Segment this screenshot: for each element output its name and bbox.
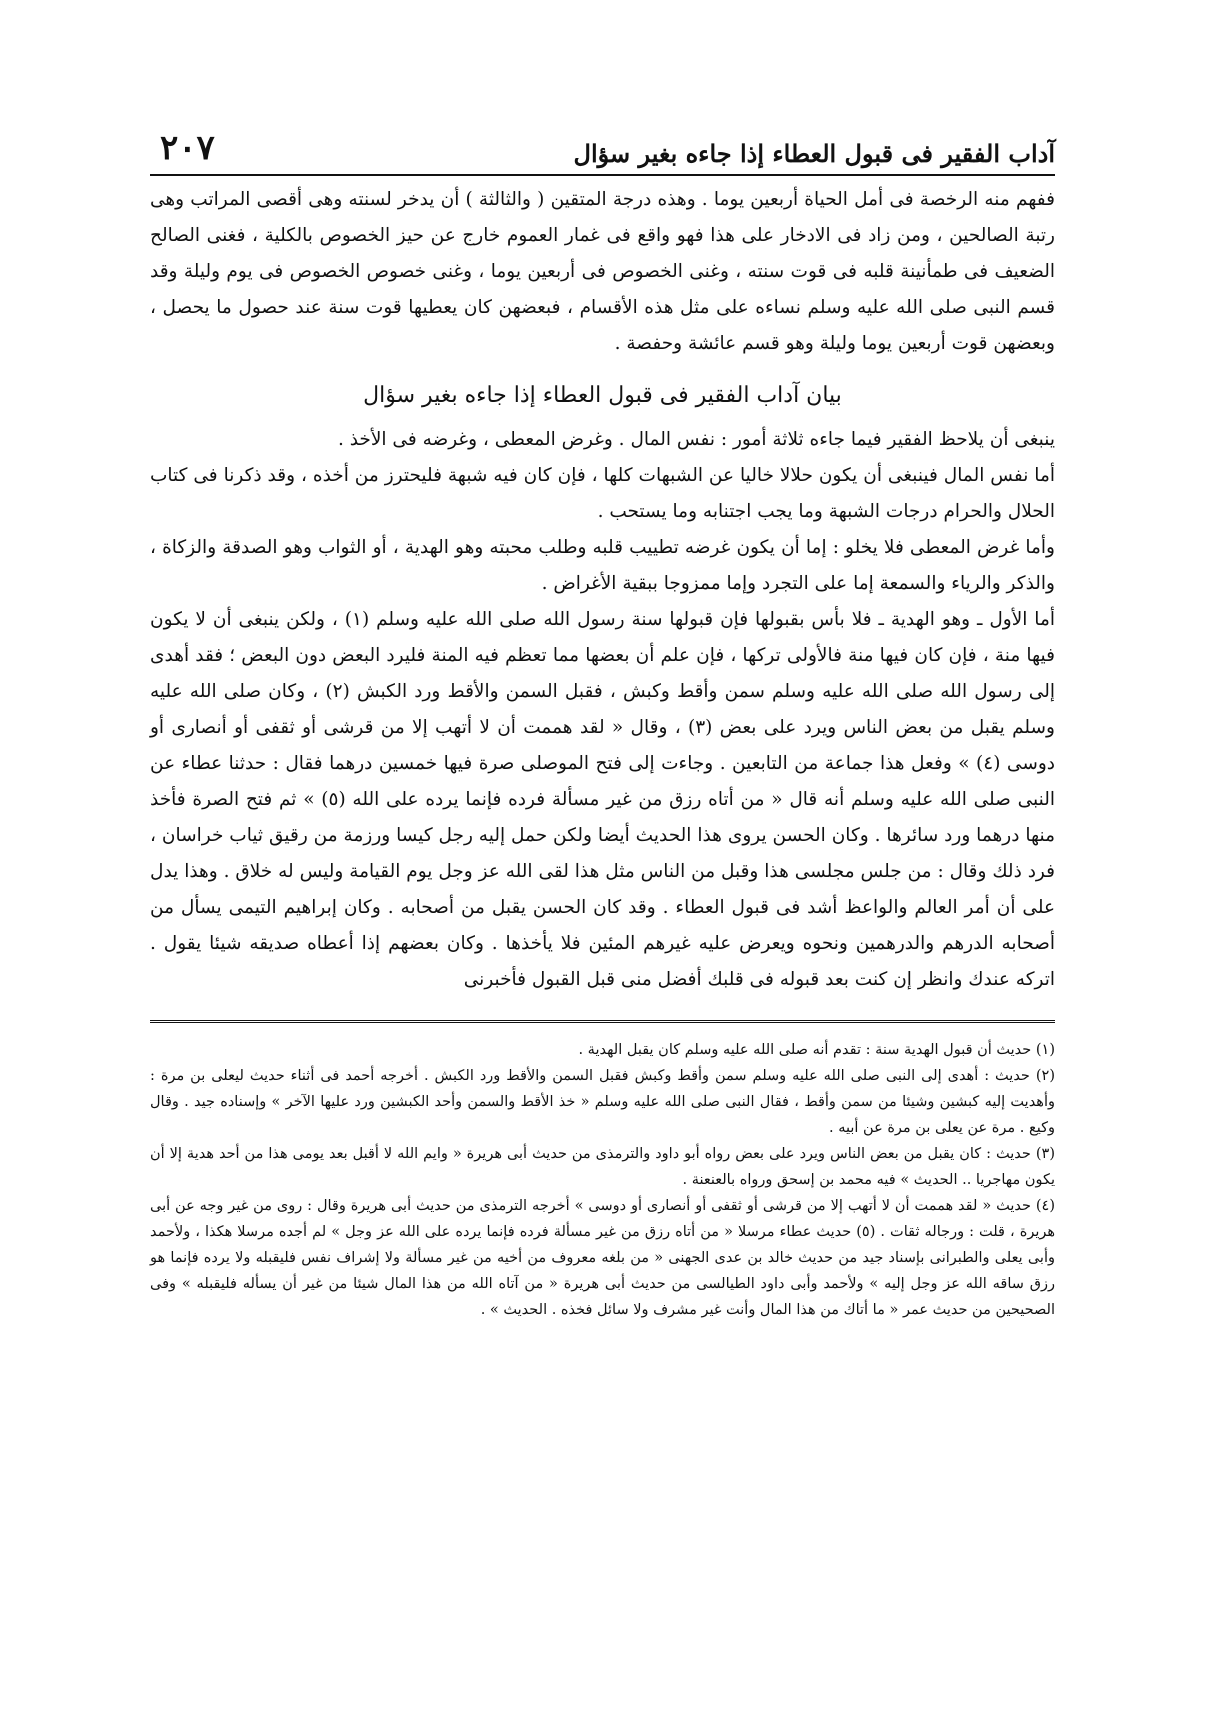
- section-heading: بيان آداب الفقير فى قبول العطاء إذا جاءه بغير سؤال: [363, 383, 842, 408]
- footnote: (٣) حديث : كان يقبل من بعض الناس ويرد على بعض رواه أبو داود والترمذى من حديث أبى هريرة « وايم الله لا أقبل بعد يومى هذا من أحد هدية إلا أن يكون مهاجريا .. الحديث » فيه محمد بن إسحق ورواه بالعنعنة .: [150, 1146, 1055, 1188]
- footnote: (٤) حديث « لقد هممت أن لا أتهب إلا من قرشى أو ثقفى أو أنصارى أو دوسى » أخرجه الترمذى من حديث أبى هريرة وقال : روى من غير وجه عن أبى هريرة ، قلت : ورجاله ثقات . (٥) حديث عطاء مرسلا « من أتاه رزق من غير مسألة فرده فإنما يرده على الله عز وجل » لم أجده مرسلا هكذا ، ولأحمد وأبى يعلى والطبرانى بإسناد جيد من حديث خالد بن عدى الجهنى « من بلغه معروف من أخيه من غير مسألة ولا إشراف نفس فليقبله ولا يرده فإنما هو رزق ساقه الله عز وجل إليه » ولأحمد وأبى داود الطيالسى من حديث أبى هريرة « من آتاه الله من هذا المال شيئا من غير أن يسأله فليقبله » وفى الصحيحين من حديث عمر « ما أتاك من هذا المال وأنت غير مشرف ولا سائل فخذه . الحديث » .: [150, 1198, 1056, 1318]
- running-title: آداب الفقير فى قبول العطاء إذا جاءه بغير سؤال: [573, 139, 1055, 168]
- footnote: (١) حديث أن قبول الهدية سنة : تقدم أنه صلى الله عليه وسلم كان يقبل الهدية .: [578, 1042, 1055, 1058]
- body-paragraph: أما نفس المال فينبغى أن يكون حلالا خاليا عن الشبهات كلها ، فإن كان فيه شبهة فليحترز من أخذه ، وقد ذكرنا فى كتاب الحلال والحرام درجات الشبهة وما يجب اجتنابه وما يستحب .: [150, 465, 1055, 522]
- page-number: ٢٠٧: [160, 128, 215, 168]
- intro-paragraph: ففهم منه الرخصة فى أمل الحياة أربعين يوما . وهذه درجة المتقين ( والثالثة ) أن يدخر لسنته وهى أقصى المراتب وهى رتبة الصالحين ، ومن زاد فى الادخار على هذا فهو واقع فى غمار العموم خارج عن حيز الخصوص بالكلية ، فغنى الصالح الضعيف فى طمأنينة قلبه فى قوت سنته ، وغنى الخصوص فى أربعين يوما ، وغنى خصوص الخصوص فى يوم وليلة وقد قسم النبى صلى الله عليه وسلم نساءه على مثل هذه الأقسام ، فبعضهن كان يعطيها قوت سنة عند حصول ما يحصل ، وبعضهن قوت أربعين يوما وليلة وهو قسم عائشة وحفصة .: [150, 189, 1055, 354]
- body-paragraph: ينبغى أن يلاحظ الفقير فيما جاءه ثلاثة أمور : نفس المال . وغرض المعطى ، وغرضه فى الأخذ .: [337, 429, 1055, 450]
- footnote-divider: [150, 1020, 1055, 1023]
- page-header: [150, 118, 1055, 176]
- body-paragraph: أما الأول ـ وهو الهدية ـ فلا بأس بقبولها فإن قبولها سنة رسول الله صلى الله عليه وسلم (١) ، ولكن ينبغى أن لا يكون فيها منة ، فإن كان فيها منة فالأولى تركها ، فإن علم أن بعضها مما تعظم فيه المنة فليرد البعض دون البعض ؛ فقد أهدى إلى رسول الله صلى الله عليه وسلم سمن وأقط وكبش ، فقبل السمن والأقط ورد الكبش (٢) ، وكان صلى الله عليه وسلم يقبل من بعض الناس ويرد على بعض (٣) ، وقال « لقد هممت أن لا أتهب إلا من قرشى أو ثقفى أو أنصارى أو دوسى (٤) » وفعل هذا جماعة من التابعين . وجاءت إلى فتح الموصلى صرة فيها خمسين درهما فقال : حدثنا عطاء عن النبى صلى الله عليه وسلم أنه قال « من أتاه رزق من غير مسألة فرده فإنما يرده على الله (٥) » ثم فتح الصرة فأخذ منها درهما ورد سائرها . وكان الحسن يروى هذا الحديث أيضا ولكن حمل إليه رجل كيسا ورزمة من رقيق ثياب خراسان ، فرد ذلك وقال : من جلس مجلسى هذا وقبل من الناس مثل هذا لقى الله عز وجل يوم القيامة وليس له خلاق . وهذا يدل على أن أمر العالم والواعظ أشد فى قبول العطاء . وقد كان الحسن يقبل من أصحابه . وكان إبراهيم التيمى يسأل من أصحابه الدرهم والدرهمين ونحوه ويعرض عليه غيرهم المئين فلا يأخذها . وكان بعضهم إذا أعطاه صديقه شيئا يقول . اتركه عندك وانظر إن كنت بعد قبوله فى قلبك أفضل منى قبل القبول فأخبرنى: [150, 609, 1056, 990]
- footnotes: [150, 1037, 1055, 1323]
- book-page: [150, 118, 1055, 1323]
- body-paragraph: وأما غرض المعطى فلا يخلو : إما أن يكون غرضه تطييب قلبه وطلب محبته وهو الهدية ، أو الثواب وهو الصدقة والزكاة ، والذكر والرياء والسمعة إما على التجرد وإما ممزوجا ببقية الأغراض .: [150, 537, 1055, 594]
- main-text: [150, 182, 1055, 998]
- footnote: (٢) حديث : أهدى إلى النبى صلى الله عليه وسلم سمن وأقط وكبش فقبل السمن والأقط ورد الكبش . أخرجه أحمد فى أثناء حديث ليعلى بن مرة : وأهديت إليه كبشين وشيئا من سمن وأقط ، فقال النبى صلى الله عليه وسلم « خذ الأقط والسمن وأحد الكبشين ورد عليها الآخر » وإسناده جيد . وقال وكيع . مرة عن يعلى بن مرة عن أبيه .: [150, 1068, 1055, 1136]
